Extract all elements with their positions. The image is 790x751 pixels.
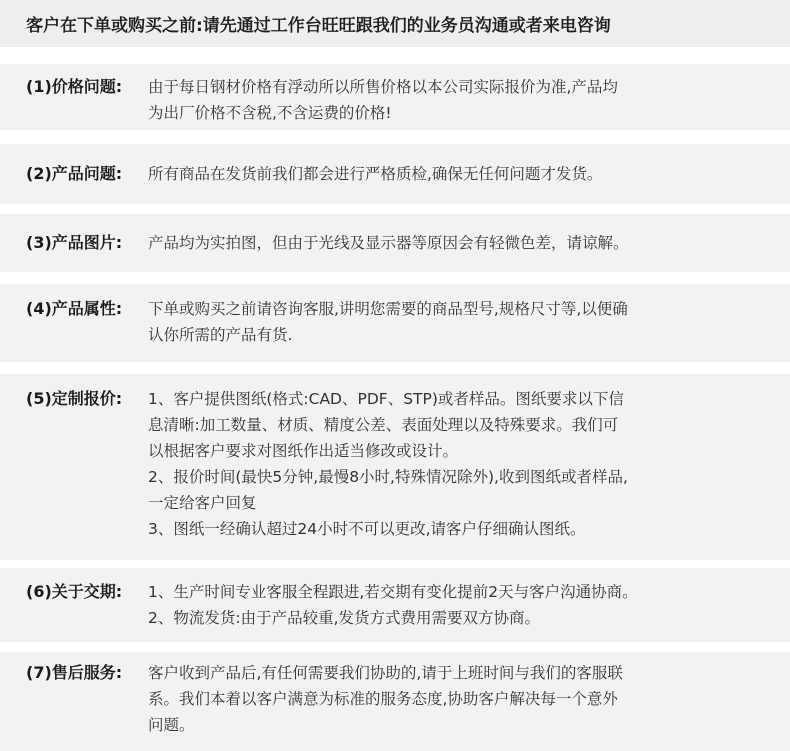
content-line: 认你所需的产品有货. (148, 326, 293, 344)
section-content (148, 660, 772, 738)
section-label: (3)产品图片: (26, 233, 123, 252)
section-label: (7)售后服务: (26, 663, 123, 682)
content-line: 2、报价时间(最快5分钟,最慢8小时,特殊情况除外),收到图纸或者样品, (148, 468, 628, 486)
content-line: 3、图纸一经确认超过24小时不可以更改,请客户仔细确认图纸。 (148, 520, 586, 538)
section-content (148, 386, 772, 542)
divider (0, 47, 790, 64)
content-line: 下单或购买之前请咨询客服,讲明您需要的商品型号,规格尺寸等,以便确 (148, 300, 628, 318)
section-label: (5)定制报价: (26, 389, 123, 408)
content-line: 所有商品在发货前我们都会进行严格质检,确保无任何问题才发货。 (148, 165, 603, 183)
content-line: 客户收到产品后,有任何需要我们协助的,请于上班时间与我们的客服联 (148, 664, 623, 682)
content-line: 2、物流发货:由于产品较重,发货方式费用需要双方协商。 (148, 609, 541, 627)
divider (0, 204, 790, 214)
divider (0, 362, 790, 374)
content-line: 问题。 (148, 716, 195, 734)
divider (0, 130, 790, 144)
section-label: (4)产品属性: (26, 299, 123, 318)
content-line: 一定给客户回复 (148, 494, 257, 512)
section-product-images (0, 214, 790, 272)
notice-header (0, 0, 790, 47)
content-line: 以根据客户要求对图纸作出适当修改或设计。 (148, 442, 459, 460)
section-content (148, 161, 772, 187)
section-delivery (0, 568, 790, 642)
section-label: (1)价格问题: (26, 77, 123, 96)
divider (0, 272, 790, 284)
content-line: 为出厂价格不含税,不含运费的价格! (148, 104, 392, 122)
section-price (0, 64, 790, 130)
section-content (148, 296, 772, 348)
content-line: 1、客户提供图纸(格式:CAD、PDF、STP)或者样品。图纸要求以下信 (148, 390, 624, 408)
content-line: 1、生产时间专业客服全程跟进,若交期有变化提前2天与客户沟通协商。 (148, 583, 638, 601)
content-line: 产品均为实拍图，但由于光线及显示器等原因会有轻微色差，请谅解。 (148, 234, 629, 252)
section-custom-quote (0, 374, 790, 560)
divider (0, 560, 790, 568)
section-content (148, 579, 772, 631)
section-label: (6)关于交期: (26, 582, 123, 601)
section-product-quality (0, 144, 790, 204)
section-label: (2)产品问题: (26, 164, 123, 183)
content-line: 由于每日钢材价格有浮动所以所售价格以本公司实际报价为准,产品均 (148, 78, 618, 96)
notice-title: 客户在下单或购买之前:请先通过工作台旺旺跟我们的业务员沟通或者来电咨询 (26, 16, 611, 36)
section-product-attributes (0, 284, 790, 362)
content-line: 息清晰:加工数量、材质、精度公差、表面处理以及特殊要求。我们可 (148, 416, 619, 434)
divider (0, 642, 790, 652)
section-after-sales (0, 652, 790, 751)
section-content (148, 74, 772, 126)
content-line: 系。我们本着以客户满意为标准的服务态度,协助客户解决每一个意外 (148, 690, 618, 708)
section-content (148, 230, 772, 256)
